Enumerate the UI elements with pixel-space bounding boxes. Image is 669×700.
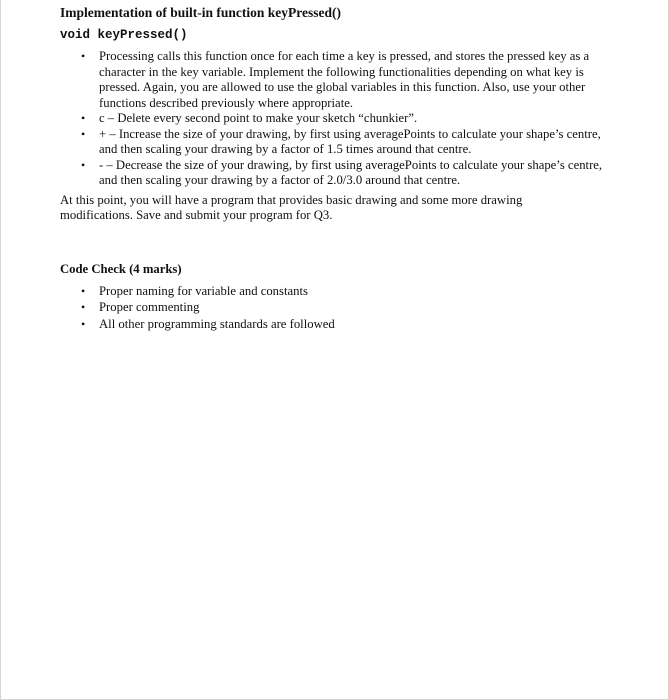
list-item-text: Proper commenting bbox=[99, 300, 200, 314]
list-item bbox=[60, 316, 620, 333]
bullet-icon: • bbox=[81, 283, 86, 298]
code-check-list bbox=[60, 283, 620, 333]
list-item-text: + – Increase the size of your drawing, by first using averagePoints to calculate your shape’s centre, and then scaling your drawing by a factor of 1.5 times around that centre. bbox=[99, 126, 601, 156]
bullet-icon: • bbox=[81, 316, 86, 331]
code-check-heading: Code Check (4 marks) bbox=[60, 261, 182, 276]
section-heading: Implementation of built-in function keyPressed() bbox=[60, 5, 342, 20]
bullet-icon: • bbox=[81, 157, 86, 172]
bullet-icon: • bbox=[81, 49, 86, 63]
bullet-icon: • bbox=[81, 111, 86, 125]
list-item-text: Proper naming for variable and constants bbox=[99, 283, 308, 298]
description-list bbox=[60, 49, 620, 189]
list-item bbox=[60, 299, 620, 316]
list-item bbox=[60, 158, 620, 189]
function-signature: void keyPressed() bbox=[60, 28, 188, 42]
list-item-text: All other programming standards are followed bbox=[99, 316, 335, 331]
list-item bbox=[60, 111, 620, 127]
list-item-text: c – Delete every second point to make your sketch “chunkier”. bbox=[99, 111, 418, 125]
list-item bbox=[60, 49, 620, 111]
bullet-icon: • bbox=[81, 126, 86, 141]
document-content bbox=[60, 5, 620, 332]
summary-paragraph: At this point, you will have a program that provides basic drawing and some more drawing modifications. Save and submit your program for Q3. bbox=[60, 192, 523, 222]
list-item-text: Processing calls this function once for each time a key is pressed, and stores the pressed key as a character in the key variable. Implement the following functionalities depending on what key is pressed. Again, you are allowed to use the global variables in this function. Also, use your other functions described previously where appropriate. bbox=[99, 49, 590, 110]
bullet-icon: • bbox=[81, 300, 86, 314]
list-item bbox=[60, 283, 620, 300]
list-item-text: - – Decrease the size of your drawing, by first using averagePoints to calculate your shape’s centre, and then scaling your drawing by a factor of 2.0/3.0 around that centre. bbox=[99, 157, 603, 187]
list-item bbox=[60, 127, 620, 158]
